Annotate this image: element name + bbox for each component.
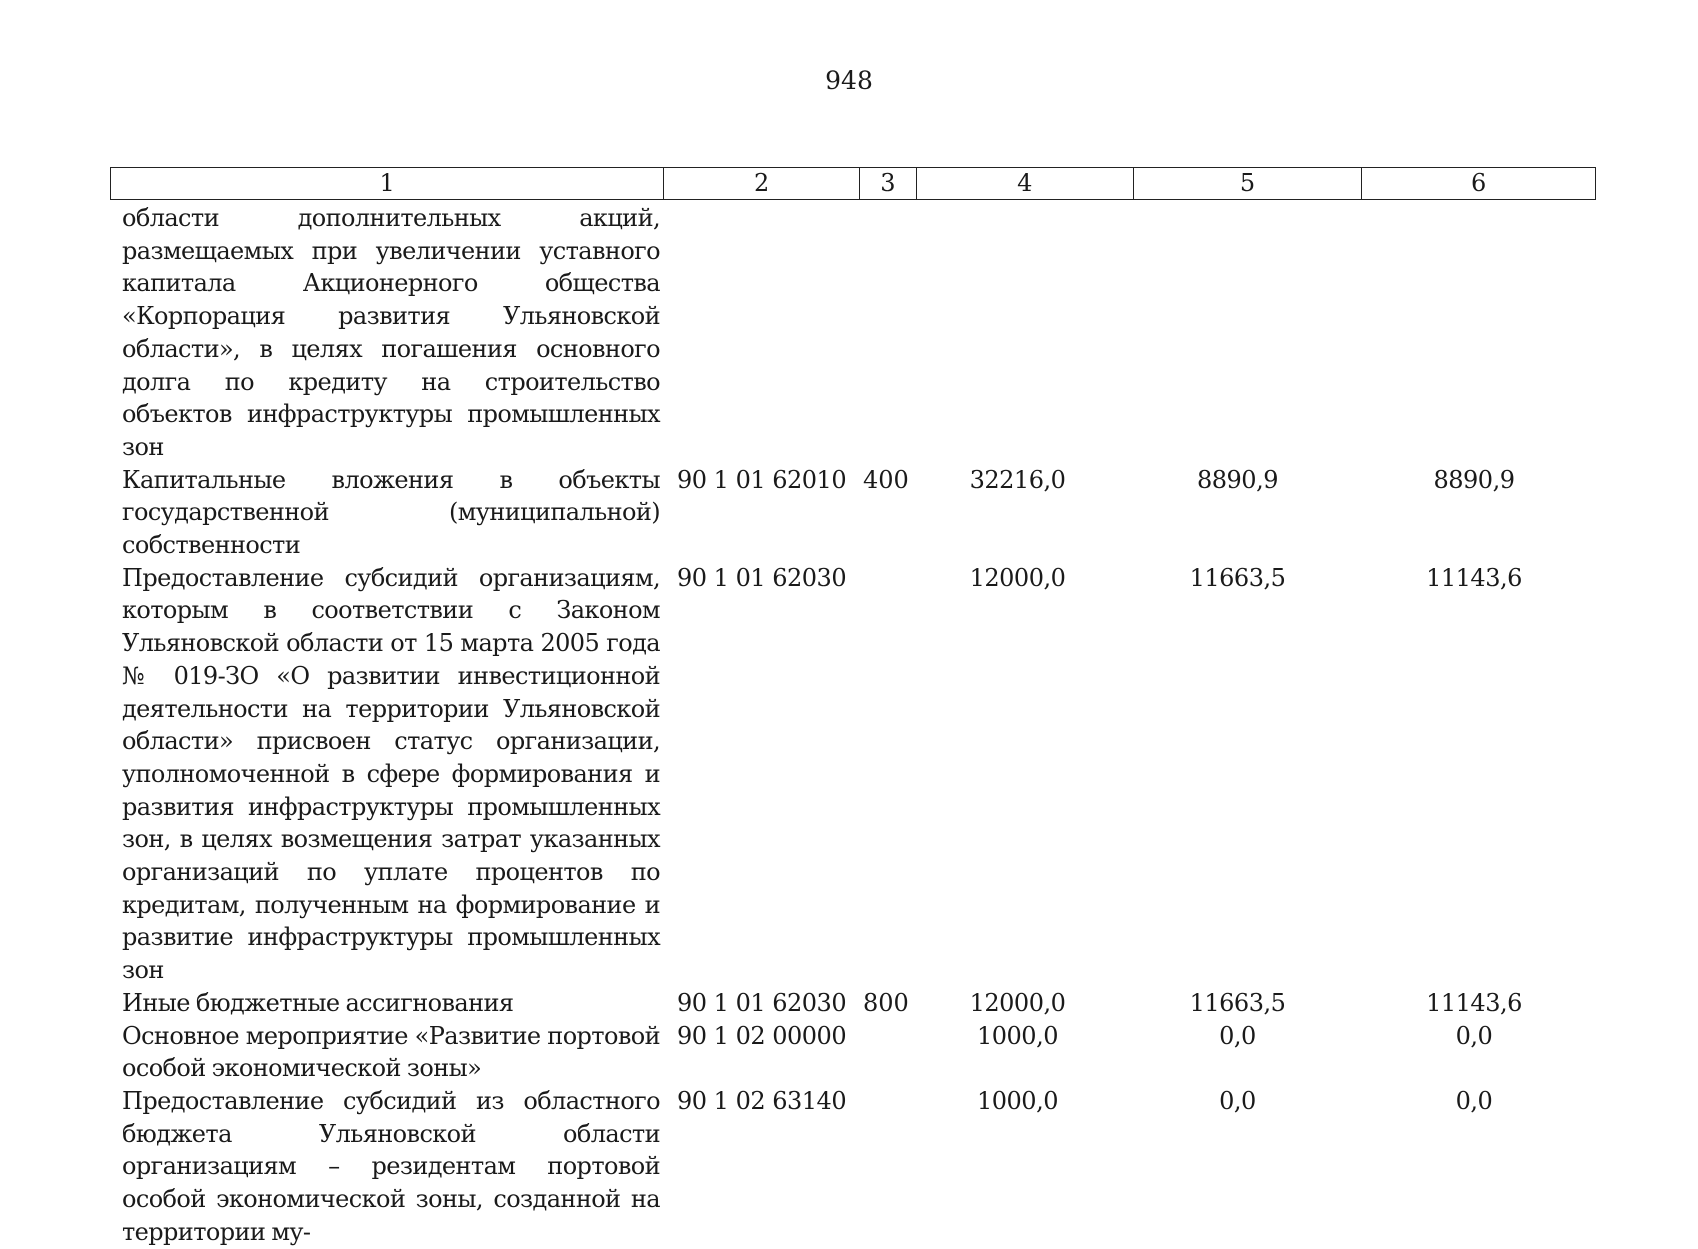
header-col-6: 6 [1361, 168, 1595, 199]
row-value-5: 11663,5 [1189, 988, 1286, 1017]
row-code: 90 1 01 62010 [677, 465, 847, 494]
row-value-4: 1000,0 [977, 1086, 1058, 1115]
row-value-6: 11143,6 [1426, 988, 1522, 1017]
row-name: области дополнительных акций, размещаемых при увеличении уставного капитала Акционерного общества «Корпорация развития Ульяновской области», в целях погашения основного долга по кредиту на строительство объектов инфраструктуры промышленных зон [122, 204, 660, 461]
row-value-5 [1123, 202, 1352, 464]
row-value-6: 8890,9 [1433, 465, 1515, 494]
row-name: Предоставление субсидий из областного бюджета Ульяновской области организациям – резидентам портовой особой экономической зоны, созданной на территории му- [122, 1086, 660, 1246]
table-row [110, 464, 1596, 562]
row-type [856, 562, 912, 987]
row-value-4: 12000,0 [969, 563, 1066, 592]
table-row [110, 202, 1596, 464]
table-header [110, 167, 1596, 200]
header-col-5: 5 [1133, 168, 1362, 199]
row-code: 90 1 01 62030 [677, 563, 847, 592]
row-value-4: 1000,0 [977, 1021, 1058, 1050]
row-value-5: 8890,9 [1197, 465, 1278, 494]
row-value-4: 32216,0 [969, 465, 1066, 494]
row-value-4: 12000,0 [969, 988, 1066, 1017]
row-name: Иные бюджетные ассигнования [122, 988, 514, 1017]
page-number: 948 [825, 66, 873, 95]
header-col-4: 4 [916, 168, 1133, 199]
table-row [110, 987, 1596, 1020]
row-code [660, 202, 856, 464]
row-value-5: 0,0 [1219, 1021, 1256, 1050]
row-type: 400 [863, 465, 909, 494]
row-value-5: 11663,5 [1189, 563, 1286, 592]
row-name: Капитальные вложения в объекты государственной (муниципальной) собственности [122, 465, 660, 560]
header-col-3: 3 [859, 168, 916, 199]
row-value-6: 11143,6 [1426, 563, 1522, 592]
row-value-6: 0,0 [1455, 1086, 1493, 1115]
row-type: 800 [863, 988, 909, 1017]
table-row [110, 1020, 1596, 1085]
row-code: 90 1 01 62030 [677, 988, 847, 1017]
row-code: 90 1 02 63140 [677, 1086, 847, 1115]
row-type [856, 202, 912, 464]
table-row [110, 1085, 1596, 1249]
row-name: Основное мероприятие «Развитие портовой особой экономической зоны» [122, 1021, 660, 1083]
header-col-1: 1 [379, 169, 395, 197]
row-type [856, 1085, 912, 1249]
header-col-2: 2 [663, 168, 859, 199]
row-value-4 [912, 202, 1123, 464]
row-value-6: 0,0 [1455, 1021, 1493, 1050]
row-value-6 [1352, 202, 1596, 464]
row-value-5: 0,0 [1219, 1086, 1256, 1115]
row-code: 90 1 02 00000 [677, 1021, 847, 1050]
row-name: Предоставление субсидий организациям, которым в соответствии с Законом Ульяновской области от 15 марта 2005 года № 019-ЗО «О развитии инвестиционной деятельности на территории Ульяновской области» присвоен статус организации, уполномоченной в сфере формирования и развития инфраструктуры промышленных зон, в целях возмещения затрат указанных организаций по уплате процентов по кредитам, полученным на формирование и развитие инфраструктуры промышленных зон [122, 563, 660, 985]
table-row [110, 562, 1596, 987]
table-body [110, 202, 1596, 1249]
row-type [856, 1020, 912, 1085]
